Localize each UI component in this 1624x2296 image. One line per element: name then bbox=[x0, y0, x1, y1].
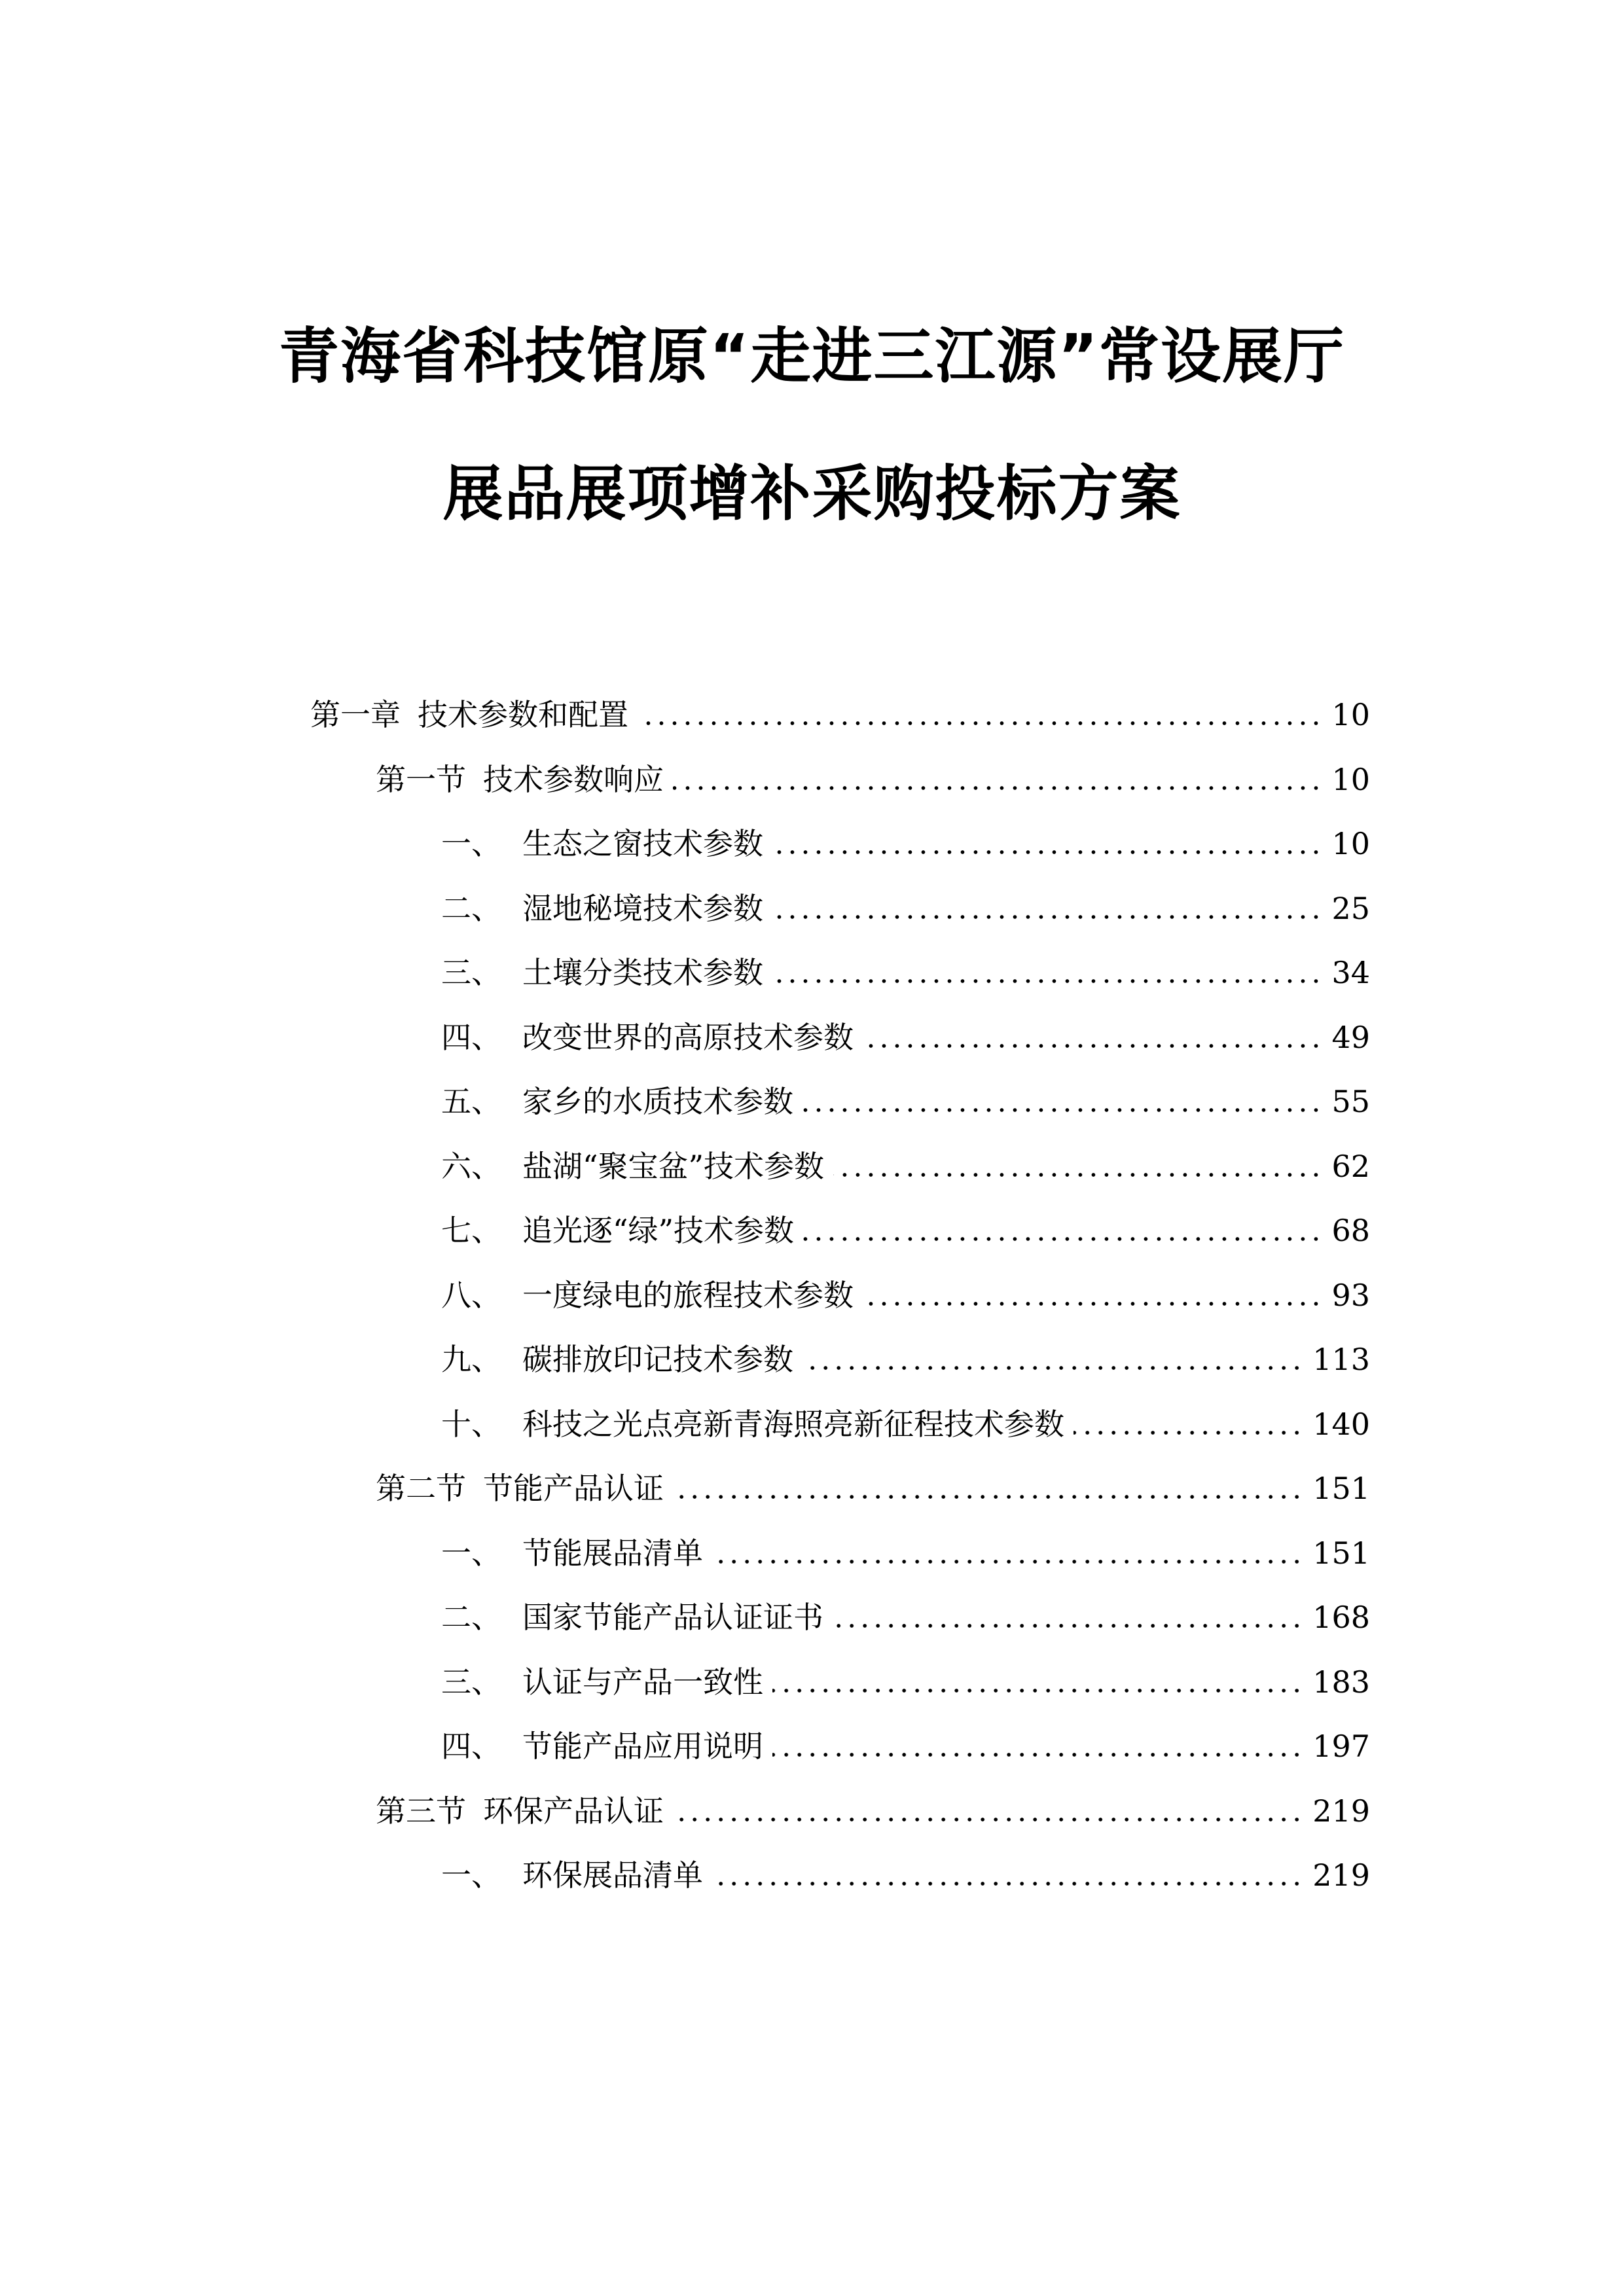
toc-entry[interactable] bbox=[441, 1018, 1370, 1057]
toc-entry-number: 三、 bbox=[441, 955, 501, 990]
toc-entry-page-number: 55 bbox=[1331, 1084, 1370, 1119]
toc-entry-number: 四、 bbox=[441, 1729, 501, 1764]
toc-entry-page-number: 10 bbox=[1331, 826, 1370, 861]
toc-entry-number: 第二节 bbox=[376, 1471, 466, 1506]
toc-entry-label: 一度绿电的旅程技术参数 bbox=[522, 1278, 854, 1313]
dot-leader bbox=[772, 1687, 1303, 1694]
dot-leader bbox=[712, 1558, 1303, 1565]
toc-entry[interactable] bbox=[441, 953, 1370, 992]
toc-entry-label: 家乡的水质技术参数 bbox=[522, 1084, 793, 1119]
dot-leader bbox=[712, 1880, 1303, 1887]
dot-leader bbox=[833, 1172, 1322, 1178]
toc-entry[interactable] bbox=[441, 1211, 1370, 1250]
toc-entry-page-number: 113 bbox=[1312, 1342, 1370, 1377]
toc-entry[interactable] bbox=[441, 889, 1370, 928]
toc-entry-label: 节能产品应用说明 bbox=[522, 1729, 763, 1764]
toc-entry-label: 追光逐“绿”技术参数 bbox=[522, 1213, 795, 1248]
document-title bbox=[0, 321, 1624, 530]
dot-leader bbox=[772, 849, 1322, 855]
toc-entry-page-number: 183 bbox=[1312, 1664, 1370, 1700]
toc-entry-number: 一、 bbox=[441, 1857, 501, 1893]
toc-entry-number: 一、 bbox=[441, 826, 501, 861]
toc-entry-number: 一、 bbox=[441, 1535, 501, 1571]
toc-entry[interactable] bbox=[376, 760, 1370, 799]
toc-entry-page-number: 62 bbox=[1331, 1149, 1370, 1184]
toc-entry[interactable] bbox=[441, 1727, 1370, 1766]
dot-leader bbox=[803, 1365, 1303, 1371]
dot-leader bbox=[772, 978, 1322, 984]
dot-leader bbox=[863, 1043, 1322, 1049]
toc-entry-page-number: 93 bbox=[1331, 1278, 1370, 1313]
toc-entry-page-number: 49 bbox=[1331, 1020, 1370, 1055]
toc-entry-page-number: 25 bbox=[1331, 891, 1370, 926]
toc-entry-label: 科技之光点亮新青海照亮新征程技术参数 bbox=[522, 1407, 1064, 1442]
dot-leader bbox=[673, 1816, 1303, 1823]
toc-entry-label: 改变世界的高原技术参数 bbox=[522, 1020, 854, 1055]
dot-leader bbox=[772, 1751, 1303, 1758]
dot-leader bbox=[772, 914, 1322, 920]
toc-entry-number: 五、 bbox=[441, 1084, 501, 1119]
toc-entry[interactable] bbox=[441, 1662, 1370, 1702]
toc-entry-page-number: 10 bbox=[1331, 762, 1370, 797]
title-line-2: 展品展项增补采购投标方案 bbox=[442, 459, 1182, 529]
toc-entry-label: 节能展品清单 bbox=[522, 1535, 703, 1571]
toc-entry[interactable] bbox=[441, 1598, 1370, 1637]
toc-entry-label: 盐湖“聚宝盆”技术参数 bbox=[522, 1149, 825, 1184]
toc-entry[interactable] bbox=[441, 1856, 1370, 1895]
toc-entry-label: 认证与产品一致性 bbox=[522, 1664, 763, 1700]
dot-leader bbox=[673, 1494, 1303, 1500]
toc-entry-label: 湿地秘境技术参数 bbox=[522, 891, 763, 926]
toc-entry-label: 环保展品清单 bbox=[522, 1857, 703, 1893]
toc-entry-number: 十、 bbox=[441, 1407, 501, 1442]
toc-entry-number: 二、 bbox=[441, 1600, 501, 1635]
dot-leader bbox=[638, 720, 1322, 726]
toc-entry-page-number: 34 bbox=[1331, 955, 1370, 990]
dot-leader bbox=[1074, 1429, 1303, 1436]
toc-entry-number: 第一章 bbox=[310, 697, 401, 732]
toc-entry[interactable] bbox=[441, 1082, 1370, 1121]
toc-entry-label: 碳排放印记技术参数 bbox=[522, 1342, 793, 1377]
toc-entry[interactable] bbox=[441, 1340, 1370, 1379]
toc-entry[interactable] bbox=[441, 1534, 1370, 1573]
toc-entry-label: 技术参数响应 bbox=[483, 762, 664, 797]
toc-entry-page-number: 10 bbox=[1331, 697, 1370, 732]
toc-entry-label: 节能产品认证 bbox=[483, 1471, 664, 1506]
toc-entry-page-number: 140 bbox=[1312, 1407, 1370, 1442]
title-line-1: 青海省科技馆原“走进三江源”常设展厅 bbox=[279, 321, 1345, 391]
toc-entry-number: 八、 bbox=[441, 1278, 501, 1313]
dot-leader bbox=[833, 1623, 1303, 1629]
toc-entry-number: 三、 bbox=[441, 1664, 501, 1700]
toc-entry-page-number: 151 bbox=[1312, 1471, 1370, 1506]
toc-entry[interactable] bbox=[310, 695, 1370, 734]
toc-entry-label: 土壤分类技术参数 bbox=[522, 955, 763, 990]
dot-leader bbox=[803, 1107, 1322, 1113]
toc-entry-page-number: 219 bbox=[1312, 1857, 1370, 1893]
toc-entry[interactable] bbox=[376, 1469, 1370, 1508]
toc-entry-number: 七、 bbox=[441, 1213, 501, 1248]
toc-entry-page-number: 197 bbox=[1312, 1729, 1370, 1764]
toc-entry[interactable] bbox=[441, 1405, 1370, 1444]
toc-entry-label: 技术参数和配置 bbox=[418, 697, 628, 732]
toc-entry[interactable] bbox=[441, 1276, 1370, 1315]
toc-entry-number: 六、 bbox=[441, 1149, 501, 1184]
toc-entry[interactable] bbox=[441, 1147, 1370, 1186]
toc-entry-number: 第一节 bbox=[376, 762, 466, 797]
toc-entry-page-number: 151 bbox=[1312, 1535, 1370, 1571]
toc-entry-number: 九、 bbox=[441, 1342, 501, 1377]
toc-entry-page-number: 68 bbox=[1331, 1213, 1370, 1248]
toc-entry[interactable] bbox=[441, 824, 1370, 863]
toc-entry-label: 国家节能产品认证证书 bbox=[522, 1600, 823, 1635]
dot-leader bbox=[673, 785, 1322, 791]
dot-leader bbox=[863, 1300, 1322, 1307]
toc-entry[interactable] bbox=[376, 1791, 1370, 1831]
toc-entry-number: 四、 bbox=[441, 1020, 501, 1055]
toc-entry-number: 第三节 bbox=[376, 1793, 466, 1829]
toc-entry-label: 环保产品认证 bbox=[483, 1793, 664, 1829]
toc-entry-page-number: 219 bbox=[1312, 1793, 1370, 1829]
toc-entry-label: 生态之窗技术参数 bbox=[522, 826, 763, 861]
toc-entry-page-number: 168 bbox=[1312, 1600, 1370, 1635]
dot-leader bbox=[803, 1236, 1322, 1242]
toc-entry-number: 二、 bbox=[441, 891, 501, 926]
